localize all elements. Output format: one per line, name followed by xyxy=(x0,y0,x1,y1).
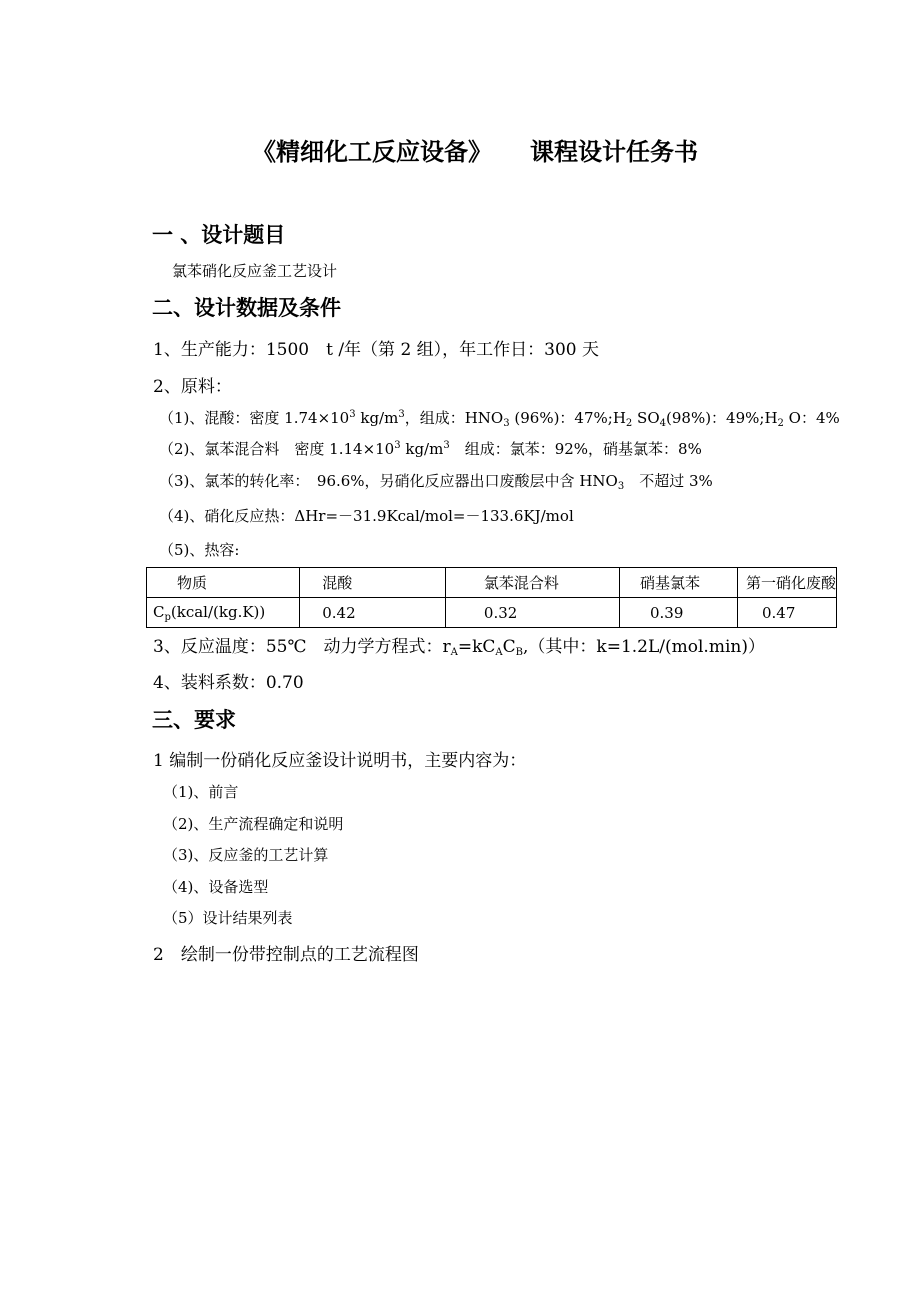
section-heading-requirements: 三、要求 xyxy=(152,708,236,732)
list-item: （2)、生产流程确定和说明 xyxy=(163,815,344,833)
reaction-temperature-line: 3、反应温度：55℃ 动力学方程式：$r_A=kC_AC_B$,（其中：k=1.2L/(mol.min)） xyxy=(153,637,765,658)
page-title xyxy=(0,132,920,167)
table-row xyxy=(147,598,837,628)
reaction-heat-line: （4)、硝化反应热：ΔHr=－31.9Kcal/mol=－133.6KJ/mol xyxy=(159,507,574,525)
list-item: （5）设计结果列表 xyxy=(163,909,293,927)
table-header-cell: 混酸 xyxy=(300,568,446,598)
table-header-cell: 第一硝化废酸 xyxy=(737,568,836,598)
raw-materials-label: 2、原料： xyxy=(153,377,232,397)
title-task-name: 课程设计任务书 xyxy=(530,138,698,166)
table-cell: 0.47 xyxy=(737,598,836,628)
loading-factor-line: 4、装料系数：0.70 xyxy=(153,673,304,693)
heat-capacity-table xyxy=(146,567,837,628)
list-item: （4)、设备选型 xyxy=(163,878,269,896)
table-row-label: $C_p(kcal/(kg.K))$ xyxy=(147,598,300,628)
requirement-1: 1 编制一份硝化反应釜设计说明书，主要内容为： xyxy=(153,751,527,771)
table-header-cell: 物质 xyxy=(147,568,300,598)
section-heading-design-topic: 一 、设计题目 xyxy=(152,223,286,247)
title-book-name: 《精细化工反应设备》 xyxy=(252,138,492,166)
heat-capacity-label: （5)、热容: xyxy=(159,541,240,559)
section-heading-design-data: 二、设计数据及条件 xyxy=(152,296,341,320)
mixed-acid-line: （1)、混酸：密度 $1.74\times 10^3$ $kg/m^3$，组成：$HNO_3$ (96%)：$47\%;H_2$ $SO_4(98\%)$：$49\%;H_2$ O：4% xyxy=(159,409,840,429)
requirement-2: 2 绘制一份带控制点的工艺流程图 xyxy=(153,945,419,965)
conversion-line: （3)、氯苯的转化率： 96.6%，另硝化反应器出口废酸层中含 $HNO_3$ 不超过 3% xyxy=(159,472,713,492)
table-cell: 0.42 xyxy=(300,598,446,628)
table-header-cell: 氯苯混合料 xyxy=(445,568,619,598)
chlorobenzene-mix-line: （2)、氯苯混合料 密度 $1.14\times 10^3$ $kg/m^3$ 组成：氯苯：92%，硝基氯苯：8% xyxy=(159,440,702,458)
table-header-row xyxy=(147,568,837,598)
list-item: （1)、前言 xyxy=(163,783,239,801)
list-item: （3)、反应釜的工艺计算 xyxy=(163,846,329,864)
production-capacity: 1、生产能力：1500 t /年（第 2 组），年工作日：300 天 xyxy=(153,340,600,360)
design-topic-text: 氯苯硝化反应釜工艺设计 xyxy=(172,262,338,280)
table-cell: 0.39 xyxy=(619,598,737,628)
table-cell: 0.32 xyxy=(445,598,619,628)
table-header-cell: 硝基氯苯 xyxy=(619,568,737,598)
